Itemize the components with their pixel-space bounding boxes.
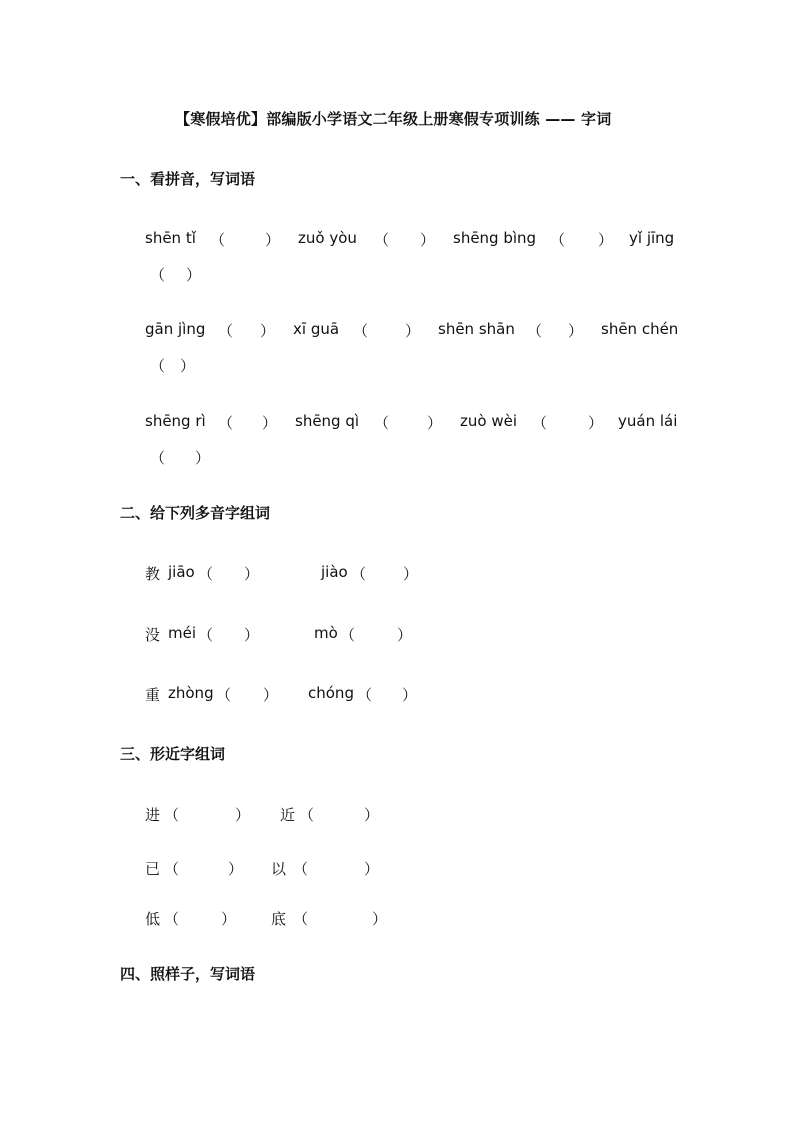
answer-paren-close: ） xyxy=(195,449,211,467)
answer-paren-open: （ xyxy=(150,266,166,284)
answer-paren-open: （ xyxy=(374,231,390,249)
answer-paren-open: （ xyxy=(164,910,180,928)
pinyin-word: zuǒ yòu xyxy=(298,229,357,247)
section-1-heading: 一、看拼音，写词语 xyxy=(120,170,256,188)
answer-paren-open: （ xyxy=(357,686,373,704)
similar-char: 进 xyxy=(145,806,161,824)
answer-paren-close: ） xyxy=(244,626,260,644)
answer-paren-open: （ xyxy=(550,231,566,249)
answer-paren-close: ） xyxy=(265,231,281,249)
answer-paren-close: ） xyxy=(260,322,276,340)
pinyin-word: gān jìng xyxy=(145,320,206,338)
answer-paren-close: ） xyxy=(262,414,278,432)
similar-char: 已 xyxy=(145,860,161,878)
similar-char: 底 xyxy=(271,910,287,928)
answer-paren-close: ） xyxy=(427,414,443,432)
answer-paren-close: ） xyxy=(588,414,604,432)
polyphone-char: 没 xyxy=(145,626,161,644)
polyphone-pinyin: jiào xyxy=(321,563,348,581)
pinyin-word: shēng bìng xyxy=(453,229,537,247)
answer-paren-close: ） xyxy=(420,231,436,249)
answer-paren-close: ） xyxy=(263,686,279,704)
polyphone-char: 重 xyxy=(145,686,161,704)
answer-paren-open: （ xyxy=(374,414,390,432)
answer-paren-close: ） xyxy=(402,686,418,704)
answer-paren-open: （ xyxy=(150,449,166,467)
polyphone-pinyin: jiāo xyxy=(168,563,195,581)
answer-paren-open: （ xyxy=(198,626,214,644)
answer-paren-close: ） xyxy=(186,266,202,284)
answer-paren-open: （ xyxy=(299,806,315,824)
answer-paren-open: （ xyxy=(527,322,543,340)
answer-paren-open: （ xyxy=(164,806,180,824)
pinyin-word: shēn shān xyxy=(438,320,515,338)
pinyin-word: shēn tǐ xyxy=(145,229,196,247)
section-3-heading: 三、形近字组词 xyxy=(120,745,226,763)
answer-paren-open: （ xyxy=(340,626,356,644)
answer-paren-open: （ xyxy=(532,414,548,432)
pinyin-word: xī guā xyxy=(293,320,340,338)
polyphone-char: 教 xyxy=(145,565,161,583)
pinyin-word: yuán lái xyxy=(618,412,678,430)
answer-paren-close: ） xyxy=(364,806,380,824)
answer-paren-close: ） xyxy=(235,806,251,824)
similar-char: 低 xyxy=(145,910,161,928)
answer-paren-close: ） xyxy=(180,357,196,375)
section-4-heading: 四、照样子，写词语 xyxy=(120,965,256,983)
pinyin-word: yǐ jīng xyxy=(629,229,675,247)
answer-paren-open: （ xyxy=(150,357,166,375)
answer-paren-close: ） xyxy=(244,565,260,583)
answer-paren-close: ） xyxy=(403,565,419,583)
polyphone-pinyin: chóng xyxy=(308,684,354,702)
answer-paren-open: （ xyxy=(293,910,309,928)
answer-paren-close: ） xyxy=(568,322,584,340)
polyphone-pinyin: zhòng xyxy=(168,684,214,702)
pinyin-word: shēng rì xyxy=(145,412,206,430)
answer-paren-open: （ xyxy=(198,565,214,583)
answer-paren-open: （ xyxy=(353,322,369,340)
answer-paren-open: （ xyxy=(218,322,234,340)
answer-paren-open: （ xyxy=(216,686,232,704)
answer-paren-close: ） xyxy=(598,231,614,249)
answer-paren-close: ） xyxy=(364,860,380,878)
answer-paren-close: ） xyxy=(397,626,413,644)
answer-paren-open: （ xyxy=(293,860,309,878)
polyphone-pinyin: méi xyxy=(168,624,197,642)
worksheet-title: 【寒假培优】部编版小学语文二年级上册寒假专项训练 —— 字词 xyxy=(175,110,612,128)
answer-paren-close: ） xyxy=(221,910,237,928)
answer-paren-close: ） xyxy=(405,322,421,340)
section-2-heading: 二、给下列多音字组词 xyxy=(120,504,271,522)
pinyin-word: shēn chén xyxy=(601,320,679,338)
answer-paren-open: （ xyxy=(351,565,367,583)
similar-char: 近 xyxy=(280,806,296,824)
answer-paren-close: ） xyxy=(228,860,244,878)
answer-paren-close: ） xyxy=(372,910,388,928)
pinyin-word: zuò wèi xyxy=(460,412,517,430)
similar-char: 以 xyxy=(271,860,287,878)
answer-paren-open: （ xyxy=(218,414,234,432)
polyphone-pinyin: mò xyxy=(314,624,338,642)
answer-paren-open: （ xyxy=(210,231,226,249)
pinyin-word: shēng qì xyxy=(295,412,360,430)
answer-paren-open: （ xyxy=(164,860,180,878)
